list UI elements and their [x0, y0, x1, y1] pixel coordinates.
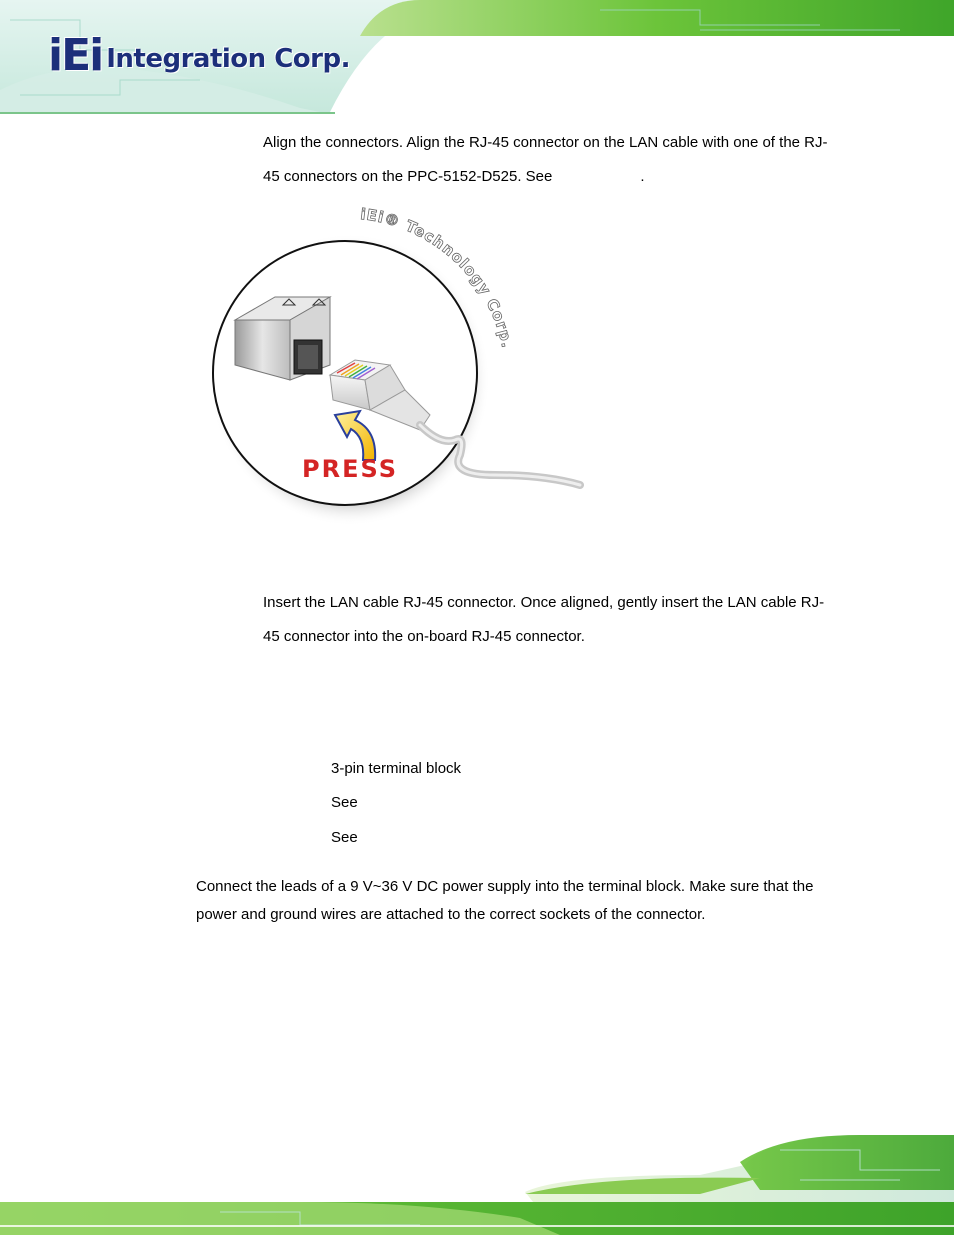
- connector-see-1: See: [331, 794, 358, 811]
- step-insert-connector: Insert the LAN cable RJ-45 connector. Once aligned, gently insert the LAN cable RJ-45 connector into the on-board RJ-45 connector.: [263, 594, 825, 645]
- footer-banner: [0, 1130, 954, 1235]
- logo-mark: iEi: [48, 30, 103, 81]
- company-logo: [48, 28, 350, 81]
- connector-see-2: See: [331, 829, 358, 846]
- press-label: PRESS: [302, 455, 398, 483]
- step-align-text: Align the connectors. Align the RJ-45 connector on the LAN cable with one of the RJ-45 connectors on the PPC-5152-D525. See: [263, 134, 828, 185]
- step-align-end: .: [640, 168, 645, 185]
- connector-type: 3-pin terminal block: [331, 760, 462, 777]
- step-connect-power: Connect the leads of a 9 V~36 V DC power supply into the terminal block. Make sure that the power and ground wires are attached to the correct sockets of the connector.: [196, 878, 814, 923]
- logo-company-name: Integration Corp.: [106, 44, 350, 74]
- figure-watermark: iEi® Technology Corp.: [359, 205, 517, 351]
- step-align-connectors: [263, 126, 833, 194]
- lan-connection-figure: [205, 205, 595, 535]
